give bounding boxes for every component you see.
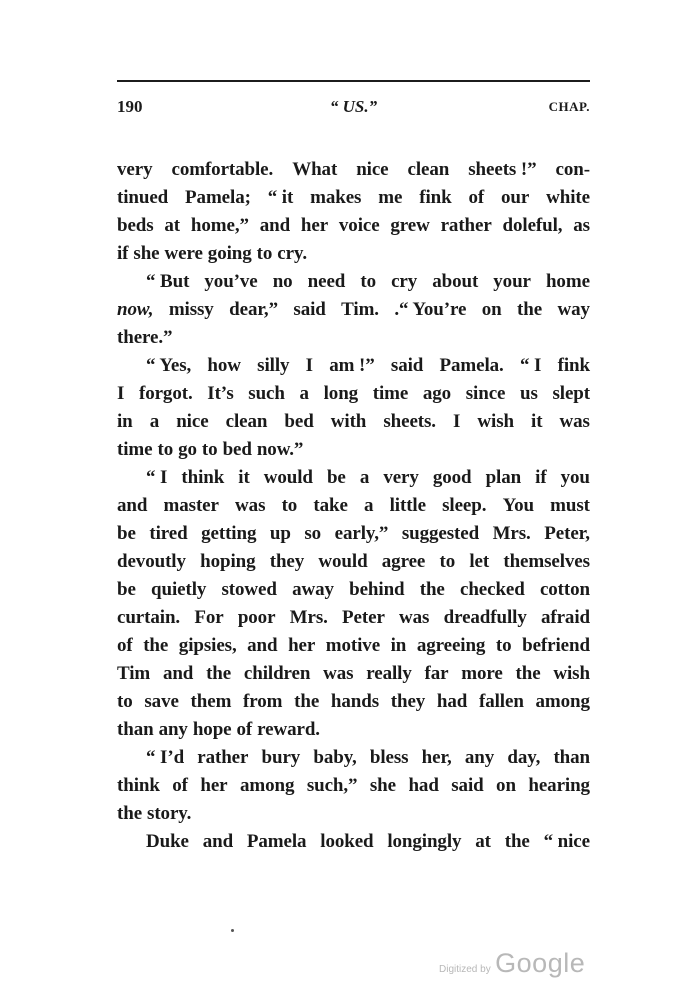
- word: “ I: [146, 467, 168, 488]
- word: Tim.: [341, 299, 379, 320]
- word: curtain.: [117, 607, 181, 628]
- text-line: [117, 576, 590, 604]
- word: themselves: [503, 551, 590, 572]
- word: quietly: [151, 579, 207, 600]
- word: really: [366, 663, 412, 684]
- text-line: [117, 520, 590, 548]
- word: Peter: [342, 607, 385, 628]
- word: way: [557, 299, 590, 320]
- word: were: [164, 243, 203, 264]
- word: in: [390, 635, 407, 656]
- word: they: [269, 551, 305, 572]
- word: bury: [261, 747, 301, 768]
- text-line: [117, 408, 590, 436]
- text-line: [117, 744, 590, 772]
- word: time: [117, 439, 153, 460]
- word: comfortable.: [171, 159, 274, 180]
- word: think: [181, 467, 225, 488]
- word: since: [465, 383, 506, 404]
- word: I: [305, 355, 313, 376]
- word: now.”: [256, 439, 304, 460]
- word: it: [531, 411, 543, 432]
- word: longingly: [387, 831, 462, 852]
- word: must: [550, 495, 590, 516]
- word: children: [243, 663, 311, 684]
- word: fink: [419, 187, 452, 208]
- word: would: [263, 467, 313, 488]
- word: was: [323, 663, 354, 684]
- word: such,”: [306, 775, 358, 796]
- word: fallen: [479, 691, 524, 712]
- text-line: [117, 268, 590, 296]
- word: home: [545, 271, 590, 292]
- word: master: [163, 495, 219, 516]
- word: up: [269, 523, 291, 544]
- text-line: [117, 548, 590, 576]
- word: dear,”: [229, 299, 278, 320]
- word: stowed: [221, 579, 277, 600]
- word: her: [200, 775, 228, 796]
- word: the: [515, 663, 541, 684]
- word: go: [178, 439, 197, 460]
- word: wish: [553, 663, 590, 684]
- word: be: [117, 579, 136, 600]
- word: day,: [507, 747, 541, 768]
- word: and: [247, 635, 278, 656]
- word: a: [299, 383, 309, 404]
- word: agree: [381, 551, 426, 572]
- word: to: [439, 551, 456, 572]
- word: so: [304, 523, 322, 544]
- word: good: [432, 467, 472, 488]
- word: said: [451, 775, 484, 796]
- word: What: [292, 159, 338, 180]
- word: clean: [407, 159, 450, 180]
- word: hearing: [528, 775, 590, 796]
- google-logo: Google: [495, 948, 586, 978]
- word: going: [207, 243, 252, 264]
- word: they: [390, 691, 426, 712]
- word: rather: [440, 215, 492, 236]
- page-number: 190: [117, 97, 143, 116]
- word: suggested: [401, 523, 480, 544]
- text-line: [117, 716, 590, 744]
- chapter-label: CHAP.: [548, 99, 590, 114]
- word: her: [300, 215, 329, 236]
- word: nice: [356, 159, 389, 180]
- word: if: [117, 243, 129, 264]
- word: of: [172, 775, 188, 796]
- word: away: [292, 579, 334, 600]
- word: and: [202, 831, 234, 852]
- word: a: [364, 495, 374, 516]
- word: be: [117, 523, 136, 544]
- word: bed: [222, 439, 252, 460]
- word: “ nice: [543, 831, 590, 852]
- word: said: [293, 299, 326, 320]
- word: Pamela: [246, 831, 307, 852]
- word: voice: [338, 215, 380, 236]
- word: sleep.: [442, 495, 487, 516]
- word: her: [288, 635, 316, 656]
- word: poor: [237, 607, 276, 628]
- word: than: [117, 719, 154, 740]
- text-line: [117, 352, 590, 380]
- word: the: [294, 691, 320, 712]
- word: the: [117, 803, 143, 824]
- word: agreeing: [416, 635, 486, 656]
- word: said: [390, 355, 424, 376]
- word: on: [481, 299, 502, 320]
- word: take: [313, 495, 348, 516]
- word: looked: [320, 831, 374, 852]
- word: of: [117, 635, 133, 656]
- text-line: [117, 380, 590, 408]
- word: her,: [421, 747, 452, 768]
- word: cry.: [277, 243, 307, 264]
- word: it: [238, 467, 250, 488]
- word: tinued: [117, 187, 169, 208]
- word: clean: [225, 411, 268, 432]
- word: from: [243, 691, 283, 712]
- word: early,”: [334, 523, 389, 544]
- word: grew: [390, 215, 430, 236]
- word: It’s: [207, 383, 234, 404]
- word: of: [468, 187, 485, 208]
- word: me: [378, 187, 403, 208]
- word: be: [326, 467, 346, 488]
- word: had: [408, 775, 439, 796]
- word: if: [535, 467, 547, 488]
- word: the: [206, 663, 232, 684]
- word: hands: [330, 691, 380, 712]
- text-line: [117, 184, 590, 212]
- word: than: [553, 747, 590, 768]
- word: am !”: [329, 355, 375, 376]
- word: the: [517, 299, 543, 320]
- word: Pamela.: [439, 355, 504, 376]
- word: Peter,: [544, 523, 590, 544]
- word: silly: [257, 355, 290, 376]
- text-line: [117, 688, 590, 716]
- word: befriend: [522, 635, 590, 656]
- word: let: [469, 551, 490, 572]
- text-line: [117, 800, 590, 828]
- text-line: [117, 464, 590, 492]
- text-line: [117, 772, 590, 800]
- word: missy: [168, 299, 214, 320]
- word: sheets.: [383, 411, 436, 432]
- running-title: “ US.”: [329, 97, 378, 116]
- word: she: [133, 243, 160, 264]
- word: doleful,: [502, 215, 563, 236]
- word: and: [162, 663, 194, 684]
- page-body-text: [117, 156, 590, 856]
- word: white: [546, 187, 590, 208]
- word: afraid: [540, 607, 590, 628]
- word: among: [535, 691, 590, 712]
- word: with: [330, 411, 367, 432]
- word: was: [235, 495, 266, 516]
- word: among: [239, 775, 295, 796]
- word: to: [117, 691, 133, 712]
- word: time: [372, 383, 409, 404]
- word: Pamela;: [185, 187, 251, 208]
- word: sheets !”: [468, 159, 537, 180]
- word: to: [157, 439, 174, 460]
- word: was: [399, 607, 430, 628]
- word: dreadfully: [443, 607, 527, 628]
- word: of: [236, 719, 253, 740]
- word: Mrs.: [289, 607, 328, 628]
- word: hoping: [200, 551, 256, 572]
- word: gipsies,: [178, 635, 237, 656]
- watermark-prefix: Digitized by: [439, 964, 491, 975]
- word: reward.: [257, 719, 320, 740]
- word: as: [573, 215, 590, 236]
- word: bless: [369, 747, 409, 768]
- word: “ I’d: [146, 747, 185, 768]
- text-line: [117, 828, 590, 856]
- word: to: [256, 243, 273, 264]
- word: Mrs.: [492, 523, 531, 544]
- text-line: [117, 604, 590, 632]
- word: and: [259, 215, 291, 236]
- word: on: [496, 775, 516, 796]
- word: very: [117, 159, 153, 180]
- word: checked: [459, 579, 525, 600]
- word: baby,: [313, 747, 357, 768]
- word: tired: [149, 523, 188, 544]
- word: long: [323, 383, 359, 404]
- word: in: [117, 411, 133, 432]
- word: plan: [485, 467, 522, 488]
- word: cotton: [539, 579, 590, 600]
- text-line: [117, 324, 590, 352]
- word: about: [432, 271, 479, 292]
- word: your: [493, 271, 531, 292]
- word: home,”: [190, 215, 249, 236]
- header-rule: [117, 80, 590, 82]
- word: she: [369, 775, 396, 796]
- word: no: [272, 271, 293, 292]
- word: had: [436, 691, 468, 712]
- word: hope: [192, 719, 232, 740]
- word: Tim: [117, 663, 151, 684]
- text-line: [117, 436, 590, 464]
- word: more: [461, 663, 503, 684]
- word: very: [383, 467, 419, 488]
- word: You: [502, 495, 534, 516]
- word: con-: [555, 159, 590, 180]
- word: behind: [349, 579, 405, 600]
- text-line: [117, 492, 590, 520]
- word: think: [117, 775, 160, 796]
- digitized-by-google-watermark: [439, 948, 585, 979]
- word: at: [164, 215, 181, 236]
- page-header: [117, 97, 590, 121]
- word: and: [117, 495, 148, 516]
- word: story.: [147, 803, 192, 824]
- word: fink: [557, 355, 590, 376]
- word: there.”: [117, 327, 173, 348]
- word: any: [464, 747, 495, 768]
- word: I: [117, 383, 125, 404]
- word: to: [495, 635, 512, 656]
- word: the: [143, 635, 169, 656]
- word: us: [520, 383, 538, 404]
- word: little: [389, 495, 426, 516]
- word: to: [360, 271, 376, 292]
- word: “ it: [267, 187, 294, 208]
- word: a: [149, 411, 160, 432]
- word: slept: [552, 383, 590, 404]
- word: our: [501, 187, 530, 208]
- word: at: [475, 831, 491, 852]
- text-line: [117, 212, 590, 240]
- word: Duke: [146, 831, 189, 852]
- word: rather: [197, 747, 249, 768]
- word: need: [307, 271, 346, 292]
- word: such: [248, 383, 285, 404]
- text-line: [117, 240, 590, 268]
- word: them: [190, 691, 232, 712]
- word: was: [559, 411, 590, 432]
- scan-speck: [231, 929, 234, 932]
- word: getting: [201, 523, 257, 544]
- text-line: [117, 632, 590, 660]
- word: I: [453, 411, 461, 432]
- word: a: [359, 467, 370, 488]
- word: devoutly: [117, 551, 186, 572]
- word: you: [560, 467, 590, 488]
- word: ago: [422, 383, 452, 404]
- word: makes: [310, 187, 362, 208]
- word: motive: [325, 635, 381, 656]
- word: nice: [176, 411, 209, 432]
- word: .“ You’re: [394, 299, 467, 320]
- word: any: [158, 719, 188, 740]
- word: beds: [117, 215, 154, 236]
- word: forgot.: [138, 383, 193, 404]
- word: how: [207, 355, 241, 376]
- text-line: [117, 296, 590, 324]
- word: save: [144, 691, 179, 712]
- word: the: [419, 579, 445, 600]
- word: “ I: [519, 355, 542, 376]
- word: you’ve: [204, 271, 258, 292]
- word: to: [281, 495, 298, 516]
- word: to: [201, 439, 218, 460]
- word: far: [424, 663, 449, 684]
- text-line: [117, 156, 590, 184]
- word: bed: [284, 411, 314, 432]
- word: would: [318, 551, 368, 572]
- word: “ Yes,: [146, 355, 192, 376]
- word: For: [194, 607, 224, 628]
- word: “ But: [146, 271, 190, 292]
- word: wish: [477, 411, 514, 432]
- word: now,: [117, 299, 154, 320]
- word: cry: [391, 271, 418, 292]
- word: the: [504, 831, 530, 852]
- text-line: [117, 660, 590, 688]
